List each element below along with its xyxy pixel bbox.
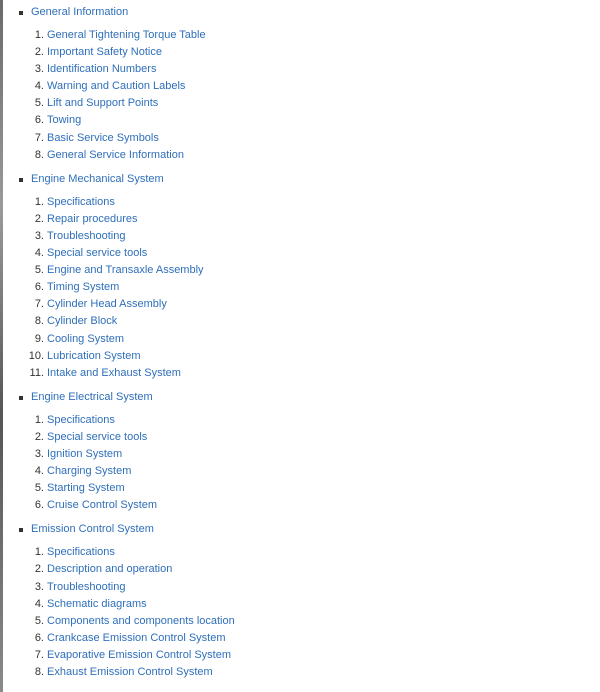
item-link[interactable]: Repair procedures [47,212,138,225]
item-link[interactable]: Intake and Exhaust System [47,366,181,379]
item-link[interactable]: Cylinder Head Assembly [47,298,167,311]
section-link[interactable]: General Information [31,6,129,18]
item-number: 8. [34,315,44,328]
list-item [0,130,235,147]
list-item [0,228,235,245]
item-number: 4. [34,247,44,260]
list-item [0,429,235,446]
item-number: 4. [34,465,44,478]
item-link[interactable]: Important Safety Notice [47,46,162,59]
list-item [0,480,235,497]
item-link[interactable]: Components and components location [47,614,235,627]
item-number: 10. [28,349,44,362]
list-item [0,147,235,164]
item-number: 9. [34,332,44,345]
list-item [0,296,235,313]
item-link[interactable]: Ignition System [47,447,123,460]
item-link[interactable]: Special service tools [47,247,148,260]
list-item [0,112,235,129]
item-link[interactable]: Troubleshooting [47,580,126,593]
item-number: 2. [34,46,44,59]
item-link[interactable]: General Tightening Torque Table [47,29,206,41]
item-number: 6. [34,114,44,127]
item-number: 1. [34,195,44,208]
item-link[interactable]: Description and operation [47,563,173,576]
bullet-icon [19,528,23,532]
item-number: 5. [34,264,44,277]
item-link[interactable]: Exhaust Emission Control System [47,666,213,678]
item-number: 3. [34,447,44,460]
item-link[interactable]: Lift and Support Points [47,97,159,110]
item-number: 1. [34,29,44,41]
bullet-icon [19,178,23,182]
item-link[interactable]: General Service Information [47,148,184,161]
item-link[interactable]: Cylinder Block [47,315,118,328]
list-item [0,27,235,44]
item-number: 8. [34,666,44,678]
list-item [0,61,235,78]
item-link[interactable]: Warning and Caution Labels [47,80,186,93]
section-link[interactable]: Engine Mechanical System [31,172,164,185]
item-link[interactable]: Cooling System [47,332,125,345]
item-link[interactable]: Evaporative Emission Control System [47,648,232,661]
toc-section [0,521,235,681]
toc-section [0,4,235,164]
item-number: 7. [34,131,44,144]
list-item [0,664,235,681]
section-header [0,521,235,538]
item-number: 7. [34,648,44,661]
item-number: 2. [34,430,44,443]
section-header [0,389,235,406]
item-link[interactable]: Timing System [47,281,120,294]
list-item [0,44,235,61]
item-link[interactable]: Starting System [47,482,125,495]
item-number: 7. [34,298,44,311]
section-link[interactable]: Engine Electrical System [31,390,153,403]
list-item [0,561,235,578]
item-link[interactable]: Towing [47,114,82,127]
section-header [0,171,235,188]
list-item [0,313,235,330]
list-item [0,463,235,480]
item-link[interactable]: Basic Service Symbols [47,131,159,144]
item-link[interactable]: Cruise Control System [47,499,158,512]
toc-section [0,171,235,382]
item-link[interactable]: Special service tools [47,430,148,443]
item-number: 5. [34,614,44,627]
item-link[interactable]: Troubleshooting [47,229,126,242]
item-number: 3. [34,229,44,242]
list-item [0,211,235,228]
item-number: 5. [34,482,44,495]
list-item [0,647,235,664]
item-number: 1. [34,546,44,559]
list-item [0,331,235,348]
list-item [0,596,235,613]
list-item [0,630,235,647]
list-item [0,544,235,561]
list-item [0,613,235,630]
list-item [0,579,235,596]
list-item [0,497,235,514]
item-number: 3. [34,63,44,76]
item-link[interactable]: Crankcase Emission Control System [47,631,226,644]
list-item [0,348,235,365]
item-number: 6. [34,631,44,644]
section-link[interactable]: Emission Control System [31,523,154,536]
item-link[interactable]: Specifications [47,413,115,426]
bullet-icon [19,11,23,15]
item-number: 4. [34,80,44,93]
item-number: 3. [34,580,44,593]
bullet-icon [19,396,23,400]
item-link[interactable]: Charging System [47,465,132,478]
item-number: 8. [34,148,44,161]
list-item [0,78,235,95]
list-item [0,194,235,211]
item-number: 11. [29,366,44,379]
item-number: 2. [34,212,44,225]
item-number: 4. [34,597,44,610]
item-number: 5. [34,97,44,110]
list-item [0,412,235,429]
item-link[interactable]: Schematic diagrams [47,597,147,610]
item-number: 6. [34,281,44,294]
list-item [0,245,235,262]
item-number: 1. [34,413,44,426]
list-item [0,279,235,296]
item-link[interactable]: Specifications [47,546,115,559]
list-item [0,365,235,382]
list-item [0,262,235,279]
item-link[interactable]: Identification Numbers [47,63,157,76]
list-item [0,95,235,112]
item-link[interactable]: Specifications [47,195,115,208]
item-number: 6. [34,499,44,512]
list-item [0,446,235,463]
toc-section [0,389,235,515]
section-header [0,4,235,21]
table-of-contents [0,4,235,688]
item-link[interactable]: Engine and Transaxle Assembly [47,264,204,277]
item-link[interactable]: Lubrication System [47,349,141,362]
item-number: 2. [34,563,44,576]
